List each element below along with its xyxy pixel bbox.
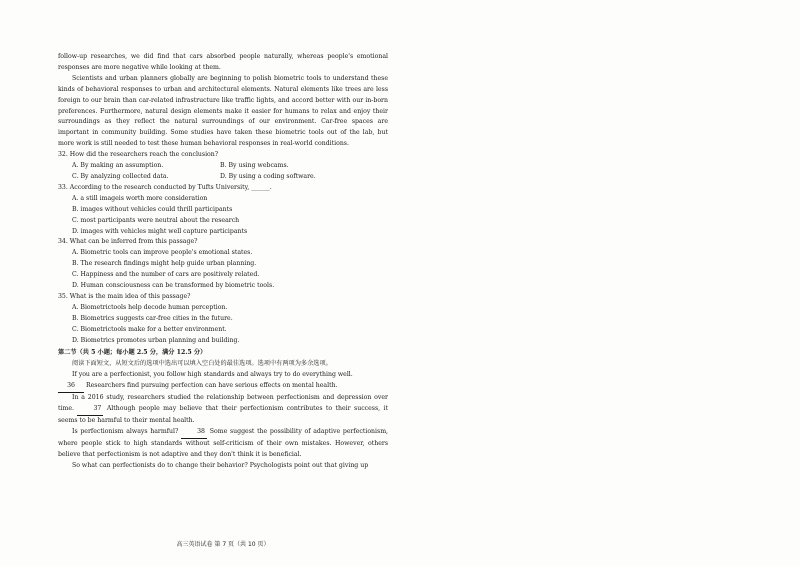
option-33-d: D. images with vehicles might well capture participants (72, 227, 248, 235)
cloze-paragraph-1-text: If you are a perfectionist, you follow high standards and always try to do everything well. (72, 371, 353, 379)
section-2-instructions: 阅读下面短文，从短文后的选项中选出可以填入空白处的最佳选项。选项中有两项为多余选项。 (72, 360, 332, 368)
option-33-a: A. a still imageis worth more consideration (72, 194, 208, 202)
cloze-paragraph-4 (58, 427, 388, 461)
passage-paragraph-0: follow-up researches, we did find that cars absorbed people naturally, whereas people's emotional responses are more negative while looking at them. (58, 53, 388, 71)
cloze-paragraph-2 (58, 381, 388, 393)
option-33-b: B. images without vehicles could thrill participants (72, 205, 233, 213)
option-34-c: C. Happiness and the number of cars are positively related. (72, 271, 260, 279)
blank-37[interactable]: 37 (77, 404, 103, 416)
option-34-a: A. Biometric tools can improve people's emotional states. (72, 249, 253, 257)
cloze-paragraph-4a-text: Is perfectionism always harmful? (72, 427, 179, 435)
option-32-a: A. By making an assumption. (72, 162, 164, 170)
cloze-paragraph-5: So what can perfectionists do to change their behavior? Psychologists point out that giving up (72, 461, 369, 469)
cloze-paragraph-4b-text: Some suggest the possibility of adaptive perfectionism, where people stick to high standards without self-criticism of their own mistakes. However, others believe that perfectionism is not adaptive and they don't think it is beneficial. (58, 427, 389, 458)
blank-38[interactable]: 38 (181, 427, 207, 439)
section-2-title: 第二节（共 5 小题；每小题 2.5 分，满分 12.5 分） (58, 349, 207, 357)
question-32-options-row-2 (58, 172, 388, 183)
option-35-a: A. Biometrictools help decode human perception. (72, 303, 228, 311)
option-35-c: C. Biometrictools make for a better environment. (72, 325, 227, 333)
option-33-c: C. most participants were neutral about the research (72, 216, 240, 224)
question-32-options-row-1 (58, 161, 388, 172)
cloze-paragraph-3b-text: Although people may believe that their perfectionism contributes to their success, it seems to be harmful to their mental health. (58, 405, 388, 424)
passage-paragraph-1: Scientists and urban planners globally are beginning to polish biometric tools to understand these kinds of behavioral responses to urban and architectural elements. Natural elements like trees are less foreign to our brain than car-related infrastructure like traffic lights, and accord better with our in-born preferences. Furthermore, natural design elements make it easier for humans to relax and enjoy their surroundings as they reflect the natural surroundings of our environment. Car-free spaces are important in community building. Some studies have taken these biometric tools out of the lab, but more work is still needed to test these human behavioral responses in real-world conditions. (58, 74, 388, 148)
page-content (58, 52, 388, 471)
option-35-b: B. Biometrics suggests car-free cities in the future. (72, 314, 233, 322)
question-33-stem: 33. According to the research conducted by Tufts University, ______. (58, 183, 272, 191)
option-34-b: B. The research findings might help guide urban planning. (72, 260, 257, 268)
page-footer: 高三英语试卷 第 7 页（共 10 页） (176, 541, 270, 548)
blank-36[interactable]: 36 (58, 381, 84, 393)
cloze-paragraph-3 (58, 393, 388, 427)
option-35-d: D. Biometrics promotes urban planning and building. (72, 336, 240, 344)
cloze-paragraph-2-text: Researchers find pursuing perfection can have serious effects on mental health. (85, 382, 338, 390)
cloze-paragraph-1 (58, 370, 388, 381)
option-32-d: D. By using a coding software. (220, 172, 316, 180)
option-32-c: C. By analyzing collected data. (72, 172, 169, 180)
question-32-stem: 32. How did the researchers reach the conclusion? (58, 151, 219, 159)
option-32-b: B. By using webcams. (220, 162, 289, 170)
cloze-paragraph-3a-text: In a 2016 study, researchers studied the relationship between perfectionism and depression over time. (58, 394, 388, 412)
question-34-stem: 34. What can be inferred from this passage? (58, 238, 198, 246)
option-34-d: D. Human consciousness can be transformed by biometric tools. (72, 282, 275, 290)
question-35-stem: 35. What is the main idea of this passage? (58, 292, 191, 300)
